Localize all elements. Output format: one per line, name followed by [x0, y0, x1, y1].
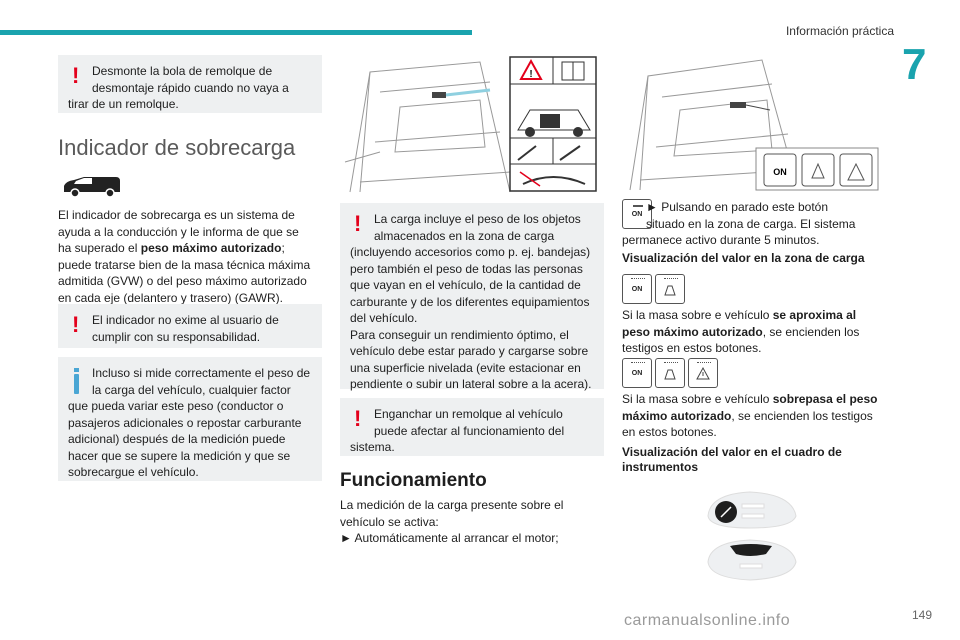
text-line: testigos en estos botones.: [622, 341, 762, 355]
svg-text:ON: ON: [773, 167, 787, 177]
text-line: puede tratarse bien de la masa técnica máxima: [58, 257, 311, 272]
section-title: Información práctica: [785, 24, 894, 38]
svg-text:!: !: [529, 69, 533, 80]
text-span: ;: [281, 241, 285, 255]
info-line: pasajeros adicionales o repostar carburante: [68, 415, 302, 430]
cargo-area-illustration: [340, 52, 602, 194]
info-box-measurement: [58, 357, 322, 481]
warning-line: Enganchar un remolque al vehículo: [374, 407, 563, 421]
warning-icon: !: [72, 312, 80, 337]
on-label: ON: [631, 210, 643, 218]
warning-box-responsibility: [58, 304, 322, 348]
text-line: [622, 324, 892, 341]
warning-line: desmontaje rápido cuando no vaya a: [92, 80, 289, 95]
text-line: [622, 307, 892, 324]
bold-term: se aproxima al: [772, 308, 857, 322]
header-bar: [0, 30, 472, 35]
text-line: El indicador de sobrecarga es un sistema de: [58, 208, 295, 222]
warning-line: carburante y de los diferentes equipamientos: [350, 294, 590, 309]
bold-term: máximo autorizado: [622, 408, 732, 423]
warning-line: Desmonte la bola de remolque de: [92, 64, 273, 78]
heading-line: Visualización del valor en el cuadro de: [622, 445, 842, 459]
info-line: adicional) después de la medición puede: [68, 432, 286, 446]
bold-term: peso máximo autorizado: [140, 241, 282, 255]
heading-line: instrumentos: [622, 460, 699, 474]
warning-line: (incluyendo accesorios como p. ej. bandejas): [350, 245, 591, 259]
warning-icon: !: [72, 63, 80, 88]
warning-line: sistema.: [350, 440, 395, 454]
approach-buttons: [622, 274, 688, 304]
text-line: La medición de la carga presente sobre el: [340, 498, 564, 512]
on-label: ON: [631, 369, 643, 377]
instrument-cluster-illustration: [700, 488, 802, 584]
heading-display-cluster: [622, 445, 842, 475]
weight-icon: [663, 366, 677, 380]
text-span: , se encienden los: [762, 324, 860, 339]
text-line: [58, 240, 328, 257]
intro-paragraph: [58, 207, 328, 306]
on-label: ON: [631, 285, 643, 293]
heading-display-zone: Visualización del valor en la zona de carga: [622, 251, 865, 265]
info-line: sobrecargue el vehículo.: [68, 465, 199, 479]
operation-paragraph: [340, 497, 610, 547]
warning-line: El indicador no exime al usuario de: [92, 313, 279, 327]
text-line: ayuda a la conducción y le informa de que se: [58, 224, 299, 239]
warning-box-towball: [58, 55, 322, 113]
heading-overload-indicator: Indicador de sobrecarga: [58, 135, 296, 160]
text-line: [622, 408, 892, 425]
warning-line: vehículo debe estar parado y cargarse sobre: [350, 344, 589, 358]
weight-button-lit: [655, 274, 685, 304]
watermark: carmanualsonline.info: [624, 612, 791, 629]
exceed-paragraph: [622, 391, 892, 441]
approach-paragraph: [622, 307, 892, 357]
warning-line: pero también el peso de todas las personas: [350, 261, 583, 276]
warning-line: Para conseguir un rendimiento óptimo, el: [350, 327, 569, 342]
loading-area-button-illustration: [622, 52, 884, 194]
text-span: Si la masa sobre e vehículo: [622, 392, 773, 406]
text-line: ► Automáticamente al arrancar el motor;: [340, 531, 559, 545]
text-line: admitida (GVW) o del peso máximo autorizado: [58, 274, 307, 288]
info-line: la carga del vehículo, cualquier factor: [92, 382, 291, 397]
text-span: Si la masa sobre e vehículo: [622, 308, 773, 322]
warning-line: del vehículo.: [350, 311, 418, 325]
warning-icon: !: [354, 211, 362, 236]
text-line: ► Pulsando en parado este botón: [646, 200, 829, 214]
exceed-buttons: [622, 358, 721, 388]
alert-icon: [696, 366, 710, 380]
text-line: permanece activo durante 5 minutos.: [622, 233, 820, 247]
info-line: Incluso si mide correctamente el peso de: [92, 366, 311, 380]
bold-term: sobrepasa el peso: [772, 392, 878, 406]
text-line: en cada eje (delantero y trasero) (GAWR).: [58, 290, 283, 305]
bold-term: peso máximo autorizado: [622, 324, 763, 339]
warning-box-load: [340, 203, 604, 389]
page-number: 149: [911, 608, 932, 622]
text-line: situado en la zona de carga. El sistema: [646, 216, 856, 231]
alert-button-lit: [688, 358, 718, 388]
weight-button-lit: [655, 358, 685, 388]
warning-line: una superficie nivelada (evite estacionar en: [350, 360, 581, 375]
info-icon: [74, 374, 84, 400]
text-span: ha superado el: [58, 241, 141, 255]
warning-line: cumplir con su responsabilidad.: [92, 329, 261, 344]
warning-line: puede afectar al funcionamiento del: [374, 423, 565, 438]
press-paragraph: [622, 199, 892, 249]
text-line: vehículo se activa:: [340, 514, 439, 529]
van-icon: [62, 174, 122, 198]
warning-line: La carga incluye el peso de los objetos: [374, 212, 581, 226]
heading-operation: Funcionamiento: [340, 470, 487, 491]
on-button-lit: [622, 358, 652, 388]
info-line: hacer que se supere la medición y que se: [68, 448, 291, 463]
warning-box-trailer: [340, 398, 604, 456]
warning-icon: !: [354, 406, 362, 431]
text-span: , se encienden los testigos: [731, 408, 873, 423]
chapter-number: 7: [902, 40, 927, 89]
on-button-lit: [622, 274, 652, 304]
weight-icon: [663, 282, 677, 296]
text-line: [622, 391, 892, 408]
warning-line: pendiente o subir un lateral sobre a la acera).: [350, 377, 592, 391]
text-line: en estos botones.: [622, 425, 717, 439]
warning-line: almacenados en la zona de carga: [374, 228, 555, 243]
warning-line: que vayan en el vehículo, de la cantidad de: [350, 278, 581, 292]
info-line: que pueda variar este peso (conductor o: [68, 399, 284, 413]
warning-line: tirar de un remolque.: [68, 97, 179, 111]
